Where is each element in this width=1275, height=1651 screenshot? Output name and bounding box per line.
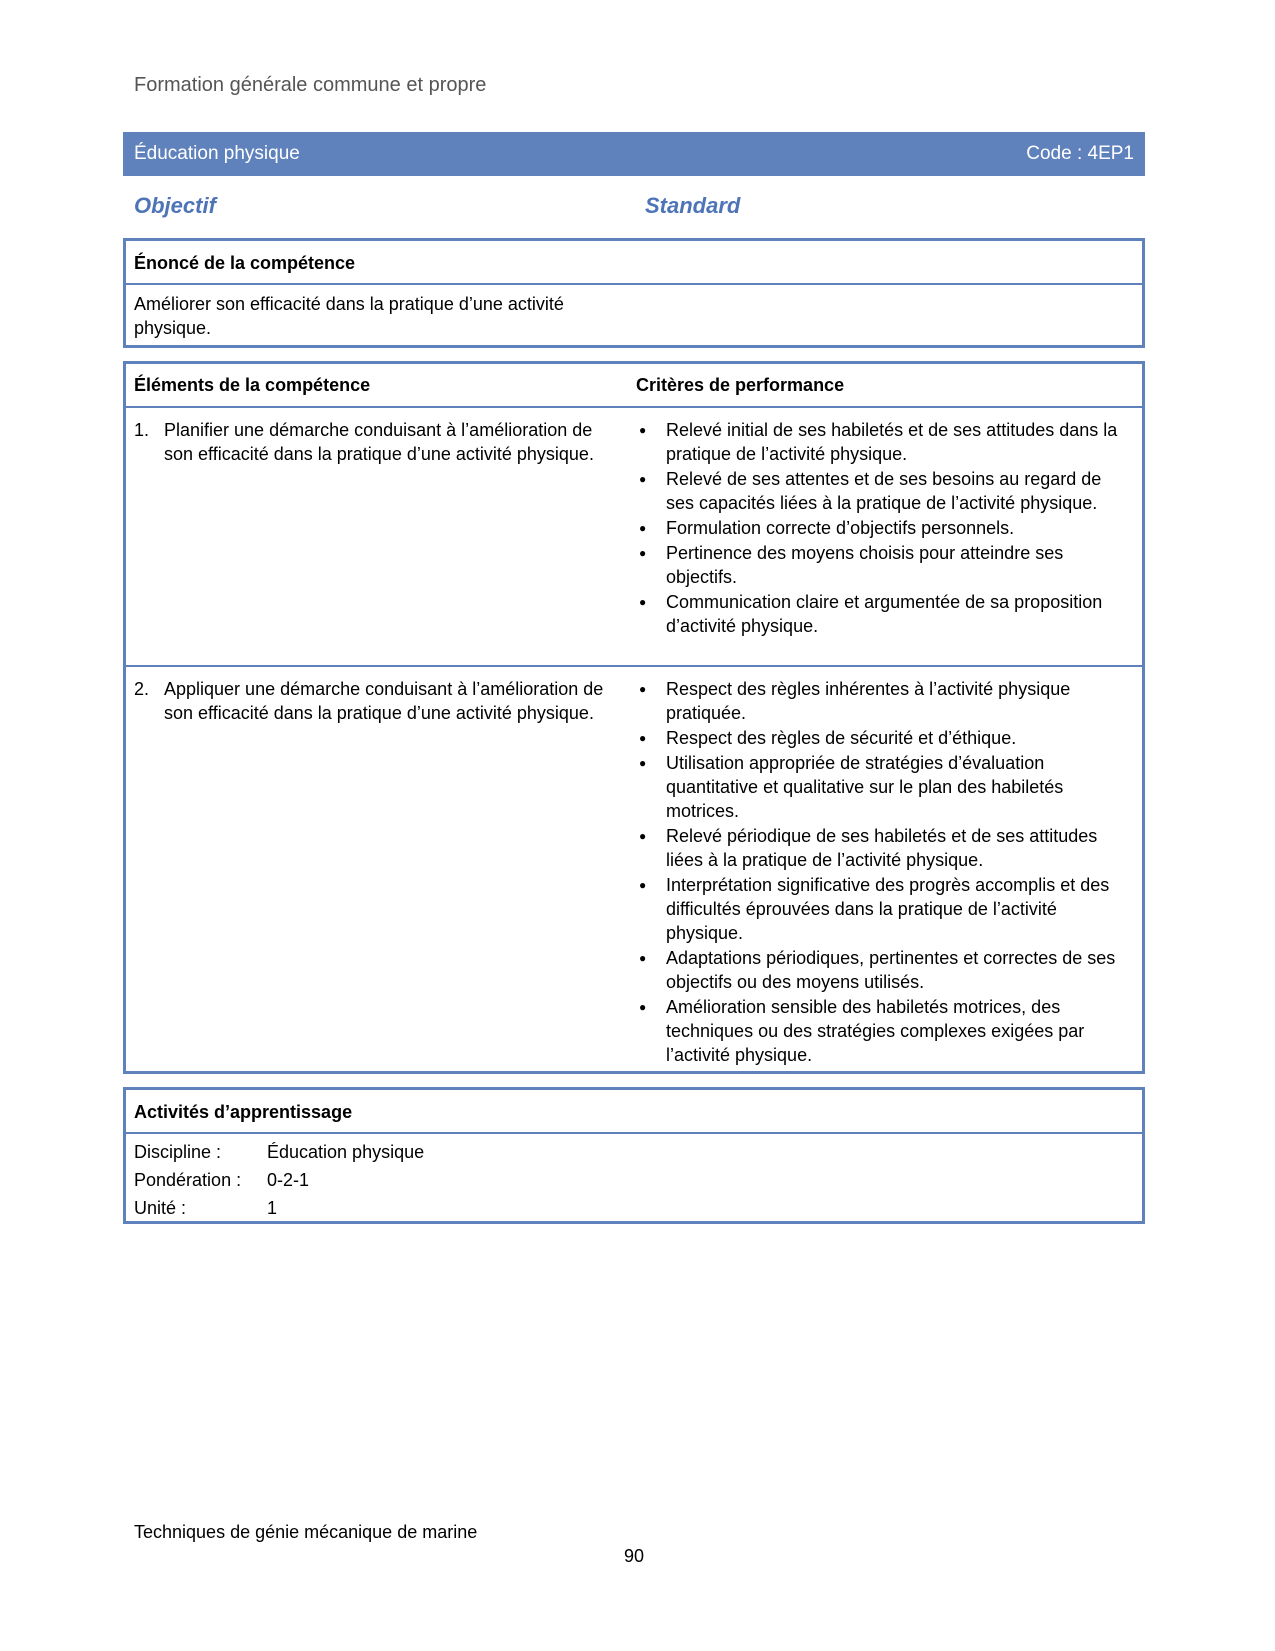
list-item [636, 995, 1128, 1067]
criteres-list [636, 677, 1128, 1067]
element-text: Appliquer une démarche conduisant à l’amélioration de son efficacité dans la pratique d’une activité physique. [164, 679, 604, 723]
critere-text: Relevé périodique de ses habiletés et de ses attitudes liées à la pratique de l’activité physique. [666, 826, 1098, 870]
list-item [636, 677, 1128, 725]
activites-box [123, 1087, 1145, 1224]
unite-value: 1 [267, 1198, 278, 1218]
list-item [636, 467, 1128, 515]
bullet-icon: ● [639, 546, 647, 560]
critere-text: Respect des règles de sécurité et d’éthique. [666, 728, 1017, 748]
list-item [636, 946, 1128, 994]
critere-text: Respect des règles inhérentes à l’activité physique pratiquée. [666, 679, 1071, 723]
critere-text: Utilisation appropriée de stratégies d’évaluation quantitative et qualitative sur le plan des habiletés motrices. [666, 753, 1064, 821]
objectif-label: Objectif [134, 193, 216, 218]
list-item [636, 873, 1128, 945]
critere-text: Interprétation significative des progrès accomplis et des difficultés éprouvées dans la pratique de l’activité physique. [666, 875, 1110, 943]
activites-details [126, 1134, 1142, 1226]
list-item [636, 590, 1128, 638]
bullet-icon: ● [639, 595, 647, 609]
course-code: Code : 4EP1 [1026, 143, 1134, 164]
col-criteres-header: Critères de performance [636, 374, 845, 395]
element-number: 1. [134, 420, 150, 440]
ponderation-value: 0-2-1 [267, 1170, 310, 1190]
standard-label: Standard [645, 193, 741, 218]
list-item [636, 751, 1128, 823]
bullet-icon: ● [639, 829, 647, 843]
unite-line [134, 1194, 1134, 1222]
enonce-heading: Énoncé de la compétence [126, 241, 1142, 285]
critere-text: Relevé de ses attentes et de ses besoins au regard de ses capacités liées à la pratique de l’activité physique. [666, 469, 1102, 513]
criteres-list [636, 418, 1128, 638]
bullet-icon: ● [639, 878, 647, 892]
bullet-icon: ● [639, 423, 647, 437]
bullet-icon: ● [639, 521, 647, 535]
bullet-icon: ● [639, 1000, 647, 1014]
bullet-icon: ● [639, 682, 647, 696]
critere-text: Adaptations périodiques, pertinentes et correctes de ses objectifs ou des moyens utilisés. [666, 948, 1116, 992]
bullet-icon: ● [639, 472, 647, 486]
element-cell [126, 667, 636, 1071]
criteres-cell [636, 667, 1142, 1071]
competence-table-header [126, 364, 1142, 408]
element-number: 2. [134, 679, 150, 699]
section-heading: Formation générale commune et propre [134, 74, 487, 96]
table-row [126, 667, 1142, 1071]
footer-program: Techniques de génie mécanique de marine [134, 1522, 478, 1542]
page-number: 90 [624, 1546, 645, 1566]
list-item [636, 516, 1128, 540]
discipline-label: Discipline : [134, 1142, 222, 1162]
bullet-icon: ● [639, 951, 647, 965]
critere-text: Communication claire et argumentée de sa proposition d’activité physique. [666, 592, 1103, 636]
list-item [636, 418, 1128, 466]
element-cell [126, 408, 636, 665]
table-row [126, 408, 1142, 667]
bullet-icon: ● [639, 731, 647, 745]
course-title: Éducation physique [134, 143, 300, 164]
discipline-line [134, 1138, 1134, 1166]
enonce-text: Améliorer son efficacité dans la pratique d’une activité physique. [134, 294, 564, 338]
activites-heading: Activités d’apprentissage [126, 1090, 1142, 1134]
critere-text: Amélioration sensible des habiletés motrices, des techniques ou des stratégies complexes exigées par l’activité physique. [666, 997, 1085, 1065]
critere-text: Formulation correcte d’objectifs personnels. [666, 518, 1015, 538]
unite-label: Unité : [134, 1198, 187, 1218]
element-text: Planifier une démarche conduisant à l’amélioration de son efficacité dans la pratique d’une activité physique. [164, 420, 594, 464]
course-title-bar [123, 132, 1145, 176]
ponderation-label: Pondération : [134, 1170, 242, 1190]
discipline-value: Éducation physique [267, 1142, 425, 1162]
list-item [636, 824, 1128, 872]
competence-table [123, 361, 1145, 1074]
list-item [636, 541, 1128, 589]
col-elements-header: Éléments de la compétence [134, 374, 371, 395]
critere-text: Pertinence des moyens choisis pour atteindre ses objectifs. [666, 543, 1064, 587]
critere-text: Relevé initial de ses habiletés et de ses attitudes dans la pratique de l’activité physique. [666, 420, 1118, 464]
enonce-box [123, 238, 1145, 348]
ponderation-line [134, 1166, 1134, 1194]
criteres-cell [636, 408, 1142, 665]
list-item [636, 726, 1128, 750]
bullet-icon: ● [639, 756, 647, 770]
